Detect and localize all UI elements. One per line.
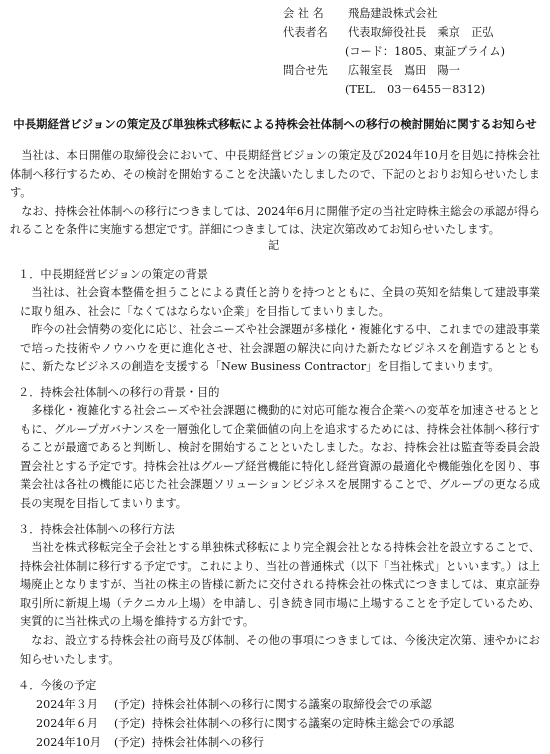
schedule-date: 2024年６月 bbox=[36, 717, 99, 730]
representative-name: 代表取締役社長 乘京 正弘 bbox=[348, 26, 494, 39]
representative-label: 代表者名 bbox=[283, 26, 328, 39]
section-paragraph: 当社を株式移転完全子会社とする単独株式移転により完全親会社となる持株会社を設立することで、持株会社体制に移行する予定です。これにより、当社の普通株式（以下「当社株式」といいます。）は上場廃止となりますが、当社の株主の皆様に新たに交付される持株会社の株式につきましては、東京証券取引所に新規上場（テクニカル上場）を申請し、引き続き同市場に上場することを予定しているため、実質的に当社株式の上場を維持する方針です。 bbox=[20, 541, 540, 629]
schedule-date: 2024年３月 bbox=[36, 698, 99, 711]
schedule-note: (予定) bbox=[114, 736, 146, 749]
intro-paragraph: なお、持株会社体制への移行につきましては、2024年6月に開催予定の当社定時株主総会の承認が得られることを条件に実施する想定です。詳細につきましては、決定次第改めてお知らせいたします。 bbox=[10, 204, 540, 236]
section-heading: ２．持株会社体制への移行の背景・目的 bbox=[18, 386, 220, 399]
company-label: 会 社 名 bbox=[283, 7, 324, 20]
intro-section bbox=[10, 147, 540, 240]
document-title: 中長期経営ビジョンの策定及び単独株式移転による持株会社体制への移行の検討開始に関するお知らせ bbox=[13, 117, 537, 131]
stock-code: (コード：1805、東証プライム) bbox=[345, 45, 505, 58]
schedule-description: 持株会社体制への移行 bbox=[152, 736, 264, 749]
schedule-date: 2024年10月 bbox=[36, 736, 102, 749]
section-heading: １．中長期経営ビジョンの策定の背景 bbox=[18, 268, 208, 281]
contact-name: 広報室長 嶌田 陽一 bbox=[348, 64, 460, 77]
schedule-description: 持株会社体制への移行に関する議案の定時株主総会での承認 bbox=[152, 717, 455, 730]
ki-marker: 記 bbox=[268, 239, 280, 252]
schedule-description: 持株会社体制への移行に関する議案の取締役会での承認 bbox=[152, 698, 432, 711]
company-name: 飛島建設株式会社 bbox=[348, 7, 438, 20]
section-paragraph: なお、設立する持株会社の商号及び体制、その他の事項につきましては、今後決定次第、速やかにお知らせいたします。 bbox=[20, 633, 540, 666]
contact-label: 問合せ先 bbox=[283, 64, 328, 77]
section-paragraph: 当社は、社会資本整備を担うことによる責任と誇りを持つとともに、全員の英知を結集して建設事業に取り組み、社会に「なくてはならない企業」を目指してまいりました。 bbox=[20, 286, 540, 318]
schedule-note: (予定) bbox=[114, 698, 146, 711]
section-heading: ３．持株会社体制への移行方法 bbox=[18, 523, 175, 536]
section-body bbox=[20, 402, 540, 514]
intro-paragraph: 当社は、本日開催の取締役会において、中長期経営ビジョンの策定及び2024年10月を目処に持株会社体制へ移行するため、その検討を開始することを決議いたしましたので、下記のとおりお知らせいたします。 bbox=[10, 149, 540, 199]
section-body bbox=[20, 539, 540, 669]
schedule-note: (予定) bbox=[114, 717, 146, 730]
section-paragraph: 昨今の社会情勢の変化に応じ、社会ニーズや社会課題が多様化・複雑化する中、これまでの建設事業で培った技術やノウハウを更に進化させ、社会課題の解決に向けた新たなビジネスを創造するとともに、新たなビジネスの創造を支援する「New Business Contractor」を目指してまいります。 bbox=[20, 323, 540, 374]
section-body bbox=[20, 284, 540, 377]
section-paragraph: 多様化・複雑化する社会ニーズや社会課題に機動的に対応可能な複合企業への変革を加速させるとともに、グループガバナンスを一層強化して企業価値の向上を追求するためには、持株会社体制へ移行することが最適であると判断し、検討を開始することといたしました。なお、持株会社は監査等委員会設置会社とする予定です。持株会社はグループ経営機能に特化し経営資源の最適化や機能強化を図り、事業会社は各社の機能に応じた社会課題ソリューションビジネスを展開することで、グループの更なる成長の実現を目指してまいります。 bbox=[20, 404, 540, 510]
section-heading: ４．今後の予定 bbox=[18, 679, 97, 692]
contact-tel: (TEL. 03－6455－8312) bbox=[345, 83, 486, 96]
